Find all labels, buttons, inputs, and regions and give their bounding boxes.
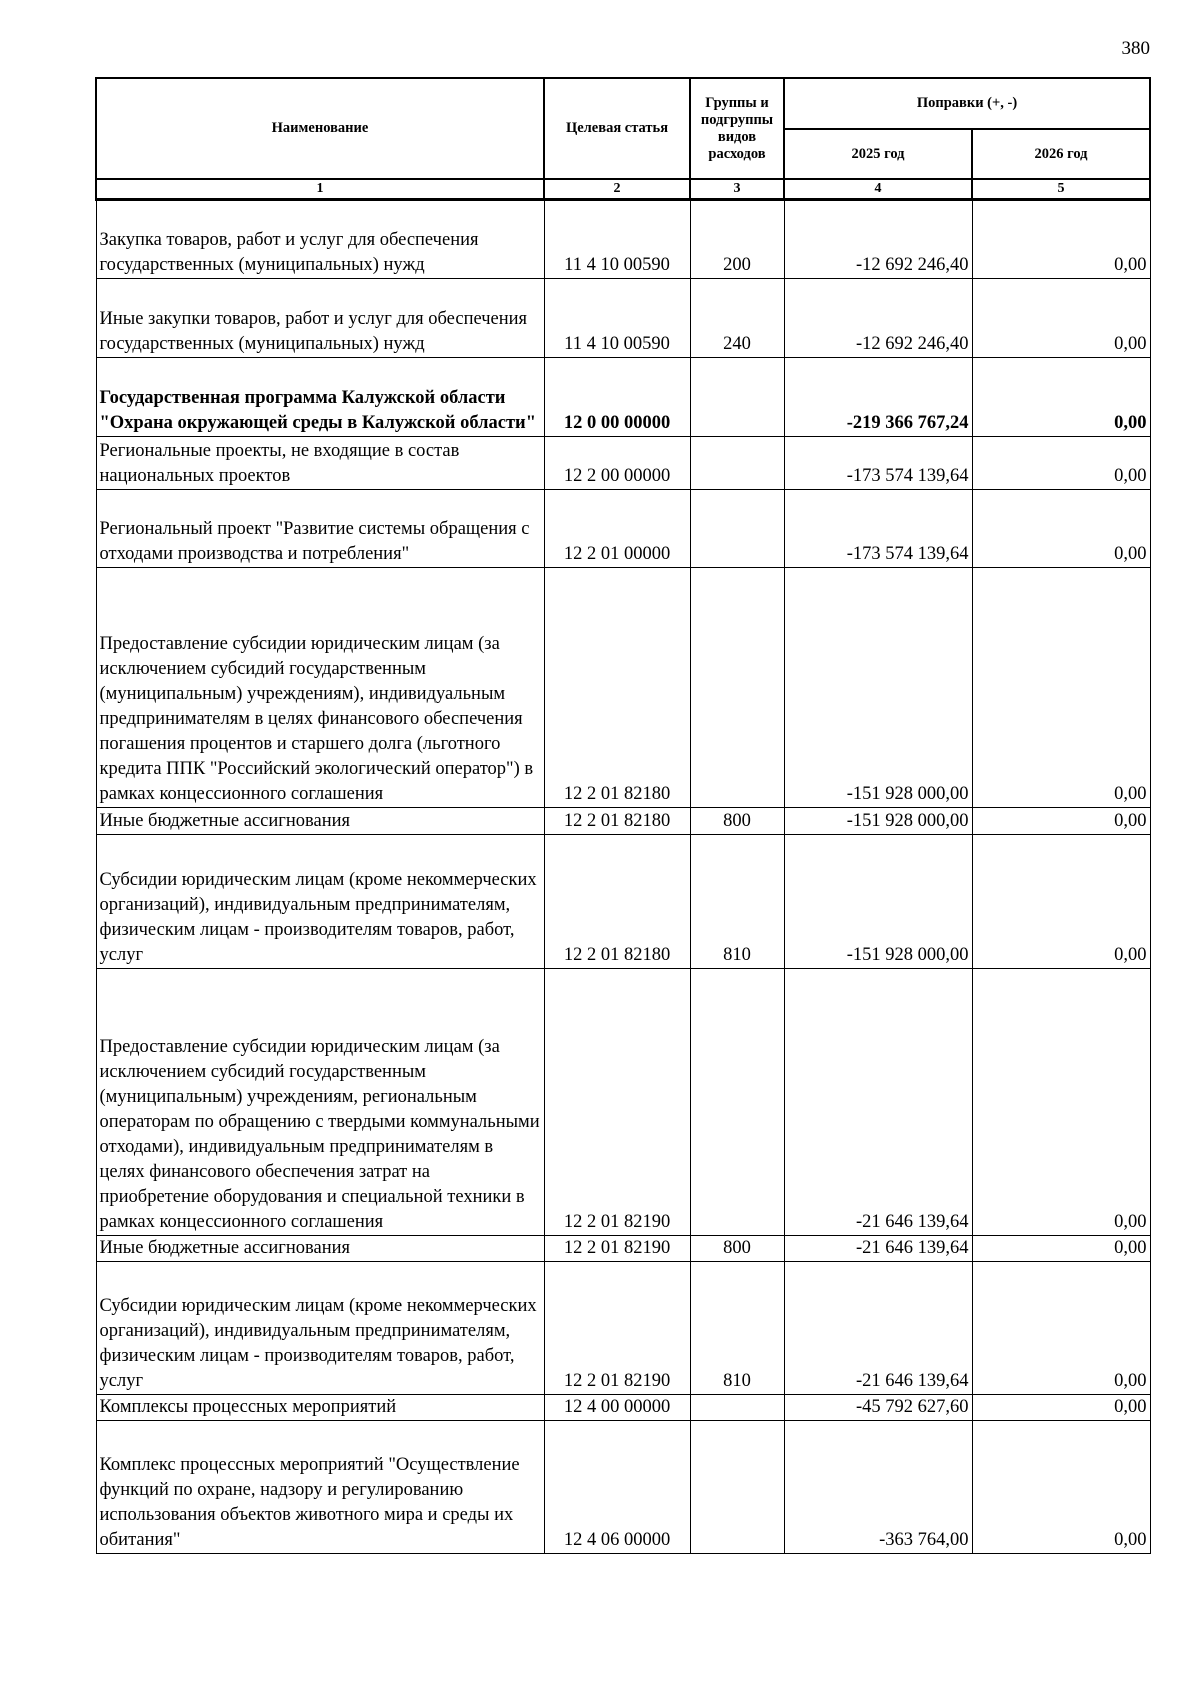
- row-amount-2025: -173 574 139,64: [784, 490, 972, 568]
- table-row: [96, 358, 1150, 437]
- row-amount-2025: -151 928 000,00: [784, 808, 972, 835]
- row-amount-2025: -219 366 767,24: [784, 358, 972, 437]
- row-amount-2025: -151 928 000,00: [784, 568, 972, 808]
- row-target-article: 12 2 01 82190: [544, 969, 690, 1236]
- row-amount-2025: -21 646 139,64: [784, 1236, 972, 1262]
- row-name: Субсидии юридическим лицам (кроме некоммерческих организаций), индивидуальным предпринимателям, физическим лицам - производителям товаров, работ, услуг: [96, 1262, 544, 1395]
- row-name: Иные закупки товаров, работ и услуг для обеспечения государственных (муниципальных) нужд: [96, 279, 544, 358]
- row-amount-2025: -363 764,00: [784, 1421, 972, 1554]
- row-amount-2026: 0,00: [972, 1236, 1150, 1262]
- table-row: [96, 437, 1150, 490]
- table-row: [96, 808, 1150, 835]
- row-expense-group: [690, 568, 784, 808]
- table-row: [96, 1395, 1150, 1421]
- row-name: Предоставление субсидии юридическим лицам (за исключением субсидий государственным (муниципальным) учреждениям, региональным операторам по обращению с твердыми коммунальными отходами), индивидуальным предпринимателям в целях финансового обеспечения затрат на приобретение оборудования и специальной техники в рамках концессионного соглашения: [96, 969, 544, 1236]
- row-expense-group: [690, 490, 784, 568]
- budget-amendments-table: [95, 77, 1151, 1554]
- header-col-num: 3: [690, 179, 784, 200]
- row-amount-2025: -12 692 246,40: [784, 200, 972, 279]
- table-row: [96, 835, 1150, 969]
- row-amount-2025: -12 692 246,40: [784, 279, 972, 358]
- table-row: [96, 1421, 1150, 1554]
- row-name: Предоставление субсидии юридическим лицам (за исключением субсидий государственным (муниципальным) учреждениям), индивидуальным предпринимателям в целях финансового обеспечения погашения процентов и старшего долга (льготного кредита ППК "Российский экологический оператор") в рамках концессионного соглашения: [96, 568, 544, 808]
- row-target-article: 12 0 00 00000: [544, 358, 690, 437]
- row-target-article: 11 4 10 00590: [544, 279, 690, 358]
- row-target-article: 12 2 00 00000: [544, 437, 690, 490]
- row-target-article: 12 2 01 82180: [544, 835, 690, 969]
- header-expense-groups: Группы и подгруппы видов расходов: [690, 78, 784, 179]
- row-name: Субсидии юридическим лицам (кроме некоммерческих организаций), индивидуальным предпринимателям, физическим лицам - производителям товаров, работ, услуг: [96, 835, 544, 969]
- row-amount-2025: -21 646 139,64: [784, 969, 972, 1236]
- header-col-num: 1: [96, 179, 544, 200]
- table-header: [96, 78, 1150, 200]
- row-target-article: 12 4 00 00000: [544, 1395, 690, 1421]
- header-amendments: Поправки (+, -): [784, 78, 1150, 129]
- row-expense-group: 810: [690, 835, 784, 969]
- row-name: Комплексы процессных мероприятий: [96, 1395, 544, 1421]
- table-row: [96, 1262, 1150, 1395]
- header-name: Наименование: [96, 78, 544, 179]
- table-row: [96, 568, 1150, 808]
- row-amount-2026: 0,00: [972, 808, 1150, 835]
- row-target-article: 12 2 01 00000: [544, 490, 690, 568]
- table-row: [96, 279, 1150, 358]
- row-amount-2025: -173 574 139,64: [784, 437, 972, 490]
- header-year-2026: 2026 год: [972, 129, 1150, 179]
- row-target-article: 12 4 06 00000: [544, 1421, 690, 1554]
- row-target-article: 12 2 01 82180: [544, 568, 690, 808]
- row-name: Иные бюджетные ассигнования: [96, 1236, 544, 1262]
- header-col-num: 4: [784, 179, 972, 200]
- row-amount-2026: 0,00: [972, 1262, 1150, 1395]
- table-row: [96, 490, 1150, 568]
- row-expense-group: [690, 437, 784, 490]
- row-amount-2026: 0,00: [972, 200, 1150, 279]
- table-row: [96, 200, 1150, 279]
- row-expense-group: [690, 358, 784, 437]
- row-target-article: 12 2 01 82180: [544, 808, 690, 835]
- row-expense-group: [690, 1421, 784, 1554]
- row-amount-2026: 0,00: [972, 279, 1150, 358]
- header-target-article: Целевая статья: [544, 78, 690, 179]
- row-amount-2026: 0,00: [972, 835, 1150, 969]
- row-expense-group: [690, 969, 784, 1236]
- row-amount-2026: 0,00: [972, 358, 1150, 437]
- row-expense-group: 800: [690, 1236, 784, 1262]
- header-col-num: 2: [544, 179, 690, 200]
- row-amount-2025: -45 792 627,60: [784, 1395, 972, 1421]
- row-amount-2026: 0,00: [972, 969, 1150, 1236]
- row-expense-group: 200: [690, 200, 784, 279]
- header-col-num: 5: [972, 179, 1150, 200]
- row-amount-2026: 0,00: [972, 568, 1150, 808]
- row-name: Закупка товаров, работ и услуг для обеспечения государственных (муниципальных) нужд: [96, 200, 544, 279]
- row-amount-2025: -21 646 139,64: [784, 1262, 972, 1395]
- row-amount-2025: -151 928 000,00: [784, 835, 972, 969]
- row-target-article: 12 2 01 82190: [544, 1262, 690, 1395]
- page-number: 380: [1121, 38, 1150, 59]
- row-name: Иные бюджетные ассигнования: [96, 808, 544, 835]
- table-row: [96, 969, 1150, 1236]
- row-amount-2026: 0,00: [972, 1421, 1150, 1554]
- row-amount-2026: 0,00: [972, 1395, 1150, 1421]
- table-row: [96, 1236, 1150, 1262]
- header-year-2025: 2025 год: [784, 129, 972, 179]
- row-amount-2026: 0,00: [972, 437, 1150, 490]
- row-expense-group: 810: [690, 1262, 784, 1395]
- row-expense-group: [690, 1395, 784, 1421]
- row-name: Комплекс процессных мероприятий "Осуществление функций по охране, надзору и регулированию использования объектов животного мира и среды их обитания": [96, 1421, 544, 1554]
- table-body: [96, 200, 1150, 1554]
- row-name: Региональный проект "Развитие системы обращения с отходами производства и потребления": [96, 490, 544, 568]
- row-target-article: 11 4 10 00590: [544, 200, 690, 279]
- row-name: Государственная программа Калужской области "Охрана окружающей среды в Калужской области": [96, 358, 544, 437]
- row-amount-2026: 0,00: [972, 490, 1150, 568]
- row-expense-group: 800: [690, 808, 784, 835]
- row-expense-group: 240: [690, 279, 784, 358]
- row-name: Региональные проекты, не входящие в состав национальных проектов: [96, 437, 544, 490]
- row-target-article: 12 2 01 82190: [544, 1236, 690, 1262]
